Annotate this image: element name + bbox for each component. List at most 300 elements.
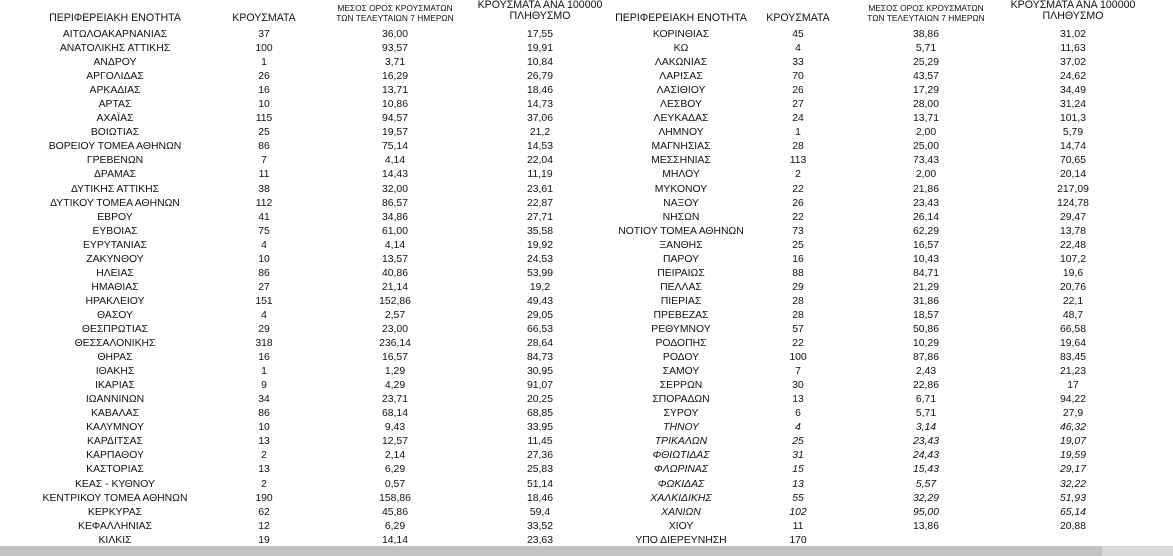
- cell-per100k: 22,87: [526, 197, 553, 209]
- cell-cases: 10: [258, 99, 270, 111]
- cell-region: ΦΛΩΡΙΝΑΣ: [653, 464, 708, 476]
- header-per100k-line1: ΚΡΟΥΣΜΑΤΑ ΑΝΑ 100000: [1010, 0, 1136, 11]
- cell-per100k: 17,55: [526, 29, 553, 40]
- cell-avg: 0,57: [384, 478, 406, 490]
- cell-region: ΠΑΡΟΥ: [662, 253, 700, 265]
- cell-region: ΠΡΕΒΕΖΑΣ: [653, 309, 709, 321]
- cell-per100k: 32,22: [1059, 478, 1086, 490]
- cell-avg: 2,00: [915, 127, 937, 139]
- cell-per100k: 10,84: [526, 57, 553, 69]
- cell-region: ΔΥΤΙΚΟΥ ΤΟΜΕΑ ΑΘΗΝΩΝ: [50, 197, 180, 209]
- cell-avg: 34,86: [381, 211, 408, 223]
- cell-region: ΘΕΣΣΑΛΟΝΙΚΗΣ: [74, 338, 156, 350]
- cell-region: ΛΕΣΒΟΥ: [660, 99, 702, 111]
- cell-cases: 318: [255, 338, 273, 350]
- cell-cases: 37: [258, 29, 270, 40]
- cell-avg: 10,86: [381, 99, 408, 111]
- cell-avg: 40,86: [381, 267, 408, 279]
- cell-region: ΧΑΛΚΙΔΙΚΗΣ: [650, 492, 712, 504]
- cell-per100k: 19,64: [1059, 338, 1086, 350]
- cell-avg: 152,86: [379, 295, 411, 307]
- cell-cases: 113: [789, 155, 807, 167]
- cell-per100k: 68,85: [526, 408, 553, 420]
- cell-per100k: 18,46: [526, 492, 553, 504]
- cell-per100k: 5,79: [1062, 127, 1084, 139]
- cell-cases: 100: [255, 43, 273, 55]
- header-avg-line1: ΜΕΣΟΣ ΟΡΟΣ ΚΡΟΥΣΜΑΤΩΝ: [868, 3, 984, 13]
- cell-cases: 55: [792, 492, 804, 504]
- header-per100k-line2: ΠΛΗΘΥΣΜΟ: [1042, 10, 1104, 22]
- cell-avg: 61,00: [381, 225, 408, 237]
- cell-avg: 68,14: [381, 408, 408, 420]
- cell-cases: 41: [258, 211, 270, 223]
- header-cases: ΚΡΟΥΣΜΑΤΑ: [232, 12, 296, 24]
- cell-region: ΣΑΜΟΥ: [662, 366, 700, 378]
- cell-avg: 3,14: [915, 422, 937, 434]
- cell-region: ΧΙΟΥ: [668, 520, 694, 532]
- horizontal-scrollbar-thumb[interactable]: [0, 546, 1102, 556]
- cell-cases: 28: [792, 141, 804, 153]
- cell-region: ΛΑΡΙΣΑΣ: [659, 71, 703, 83]
- cell-region: ΕΥΡΥΤΑΝΙΑΣ: [83, 239, 147, 251]
- cell-cases: 11: [792, 520, 804, 532]
- cell-avg: 2,14: [384, 450, 406, 462]
- cell-region: ΤΗΝΟΥ: [663, 422, 699, 434]
- cell-cases: 13: [258, 436, 270, 448]
- cell-region: ΚΕΑΣ - ΚΥΘΝΟΥ: [75, 478, 155, 490]
- cell-per100k: 14,73: [526, 99, 553, 111]
- cell-cases: 13: [258, 464, 270, 476]
- cell-cases: 10: [258, 253, 270, 265]
- cell-cases: 57: [792, 323, 804, 335]
- cell-cases: 112: [255, 197, 273, 209]
- cell-cases: 12: [258, 520, 270, 532]
- cell-avg: 9,43: [384, 422, 406, 434]
- cell-region: ΓΡΕΒΕΝΩΝ: [86, 155, 144, 167]
- cell-cases: 1: [261, 57, 267, 69]
- cell-avg: 19,57: [381, 127, 408, 139]
- cell-per100k: 11,63: [1060, 43, 1086, 55]
- cell-avg: 45,86: [381, 506, 408, 518]
- cell-region: ΚΑΣΤΟΡΙΑΣ: [86, 464, 144, 476]
- cell-region: ΘΑΣΟΥ: [97, 309, 133, 321]
- cell-per100k: 19,6: [1062, 267, 1084, 279]
- cell-region: ΗΡΑΚΛΕΙΟΥ: [85, 295, 145, 307]
- cell-cases: 13: [792, 394, 804, 406]
- cell-cases: 2: [261, 478, 267, 490]
- cell-cases: 1: [795, 127, 801, 139]
- cell-per100k: 29,47: [1059, 211, 1086, 223]
- cell-cases: 102: [789, 506, 807, 518]
- cell-region: ΠΙΕΡΙΑΣ: [660, 295, 702, 307]
- cell-avg: 2,43: [915, 366, 937, 378]
- cell-per100k: 31,24: [1059, 99, 1086, 111]
- cell-avg: 25,29: [912, 57, 939, 69]
- cell-cases: 4: [795, 43, 801, 55]
- cell-avg: 2,00: [915, 169, 937, 181]
- cell-per100k: 17: [1067, 380, 1079, 392]
- cell-per100k: 11,45: [527, 436, 553, 448]
- cell-region: ΦΘΙΩΤΙΔΑΣ: [652, 450, 710, 462]
- cell-avg: 26,14: [912, 211, 939, 223]
- cell-avg: 2,57: [384, 309, 406, 321]
- cell-avg: 25,00: [912, 141, 939, 153]
- cell-region: ΚΩ: [673, 43, 689, 55]
- cell-cases: 38: [258, 183, 270, 195]
- cell-region: ΜΑΓΝΗΣΙΑΣ: [651, 141, 711, 153]
- cell-region: ΔΡΑΜΑΣ: [93, 169, 137, 181]
- cell-per100k: 18,46: [526, 85, 553, 97]
- cell-cases: 6: [795, 408, 801, 420]
- cell-avg: 95,00: [912, 506, 939, 518]
- cell-region: ΔΥΤΙΚΗΣ ΑΤΤΙΚΗΣ: [70, 183, 160, 195]
- cell-per100k: 51,14: [526, 478, 553, 490]
- cell-region: ΥΠΟ ΔΙΕΡΕΥΝΗΣΗ: [635, 534, 727, 546]
- cell-region: ΤΡΙΚΑΛΩΝ: [654, 436, 708, 448]
- cell-cases: 28: [792, 295, 804, 307]
- cell-avg: 16,57: [381, 352, 408, 364]
- cell-per100k: 20,14: [1059, 169, 1086, 181]
- cell-cases: 9: [261, 380, 267, 392]
- cell-avg: 6,29: [384, 520, 406, 532]
- cell-avg: 1,29: [384, 366, 406, 378]
- cell-per100k: 66,58: [1059, 323, 1086, 335]
- cell-avg: 3,71: [384, 57, 406, 69]
- cell-avg: 23,00: [381, 323, 408, 335]
- cell-avg: 4,29: [384, 380, 406, 392]
- cell-region: ΡΕΘΥΜΝΟΥ: [651, 323, 711, 335]
- cell-per100k: 34,49: [1059, 85, 1086, 97]
- cell-region: ΝΟΤΙΟΥ ΤΟΜΕΑ ΑΘΗΝΩΝ: [618, 225, 744, 237]
- cell-region: ΑΙΤΩΛΟΑΚΑΡΝΑΝΙΑΣ: [62, 29, 168, 40]
- header-region: ΠΕΡΙΦΕΡΕΙΑΚΗ ΕΝΟΤΗΤΑ: [49, 12, 181, 24]
- header-per100k-line2: ΠΛΗΘΥΣΜΟ: [509, 10, 571, 22]
- cell-cases: 1: [261, 366, 267, 378]
- cell-region: ΘΕΣΠΡΩΤΙΑΣ: [81, 323, 149, 335]
- cell-avg: 94,57: [381, 113, 408, 125]
- cell-region: ΚΕΦΑΛΛΗΝΙΑΣ: [78, 520, 152, 532]
- cell-region: ΒΟΡΕΙΟΥ ΤΟΜΕΑ ΑΘΗΝΩΝ: [48, 141, 182, 153]
- cell-per100k: 24,62: [1059, 71, 1086, 83]
- cell-cases: 27: [792, 99, 804, 111]
- cell-avg: 32,00: [381, 183, 408, 195]
- cell-per100k: 33,95: [526, 422, 553, 434]
- cell-region: ΣΕΡΡΩΝ: [659, 380, 703, 392]
- cell-region: ΑΝΔΡΟΥ: [93, 57, 137, 69]
- cell-avg: 21,29: [912, 281, 939, 293]
- cell-cases: 7: [261, 155, 267, 167]
- cell-region: ΙΘΑΚΗΣ: [95, 366, 135, 378]
- cell-per100k: 83,45: [1059, 352, 1086, 364]
- cell-per100k: 22,1: [1062, 295, 1084, 307]
- cell-cases: 28: [792, 309, 804, 321]
- cell-cases: 88: [792, 267, 804, 279]
- cell-per100k: 23,61: [526, 183, 553, 195]
- cell-avg: 18,57: [912, 309, 939, 321]
- cell-avg: 17,29: [912, 85, 939, 97]
- header-cases: ΚΡΟΥΣΜΑΤΑ: [766, 12, 830, 24]
- cell-per100k: 48,7: [1062, 309, 1084, 321]
- cell-per100k: 30,95: [526, 366, 553, 378]
- cell-region: ΠΕΙΡΑΙΩΣ: [657, 267, 705, 279]
- cell-per100k: 33,52: [526, 520, 553, 532]
- cell-per100k: 22,04: [526, 155, 553, 167]
- cell-region: ΙΩΑΝΝΙΝΩΝ: [85, 394, 145, 406]
- cell-cases: 30: [792, 380, 804, 392]
- cell-region: ΝΑΞΟΥ: [663, 197, 699, 209]
- cell-cases: 26: [792, 85, 804, 97]
- cell-cases: 25: [792, 239, 804, 251]
- cell-per100k: 27,71: [526, 211, 553, 223]
- cell-per100k: 20,88: [1059, 520, 1086, 532]
- cell-per100k: 23,63: [526, 534, 553, 546]
- cell-avg: 10,43: [912, 253, 939, 265]
- cell-avg: 13,71: [381, 85, 408, 97]
- cell-per100k: 11,19: [527, 169, 553, 181]
- cell-cases: 86: [258, 267, 270, 279]
- cell-avg: 31,86: [912, 295, 939, 307]
- cell-region: ΚΑΡΠΑΘΟΥ: [86, 450, 144, 462]
- cell-per100k: 27,9: [1062, 408, 1084, 420]
- cell-region: ΛΗΜΝΟΥ: [658, 127, 704, 139]
- cell-cases: 86: [258, 141, 270, 153]
- cell-cases: 13: [792, 478, 804, 490]
- cell-per100k: 24,53: [526, 253, 553, 265]
- cell-cases: 70: [792, 71, 804, 83]
- cell-cases: 11: [258, 169, 270, 181]
- cell-per100k: 59,4: [529, 506, 551, 518]
- cell-avg: 4,14: [384, 155, 406, 167]
- cell-cases: 25: [792, 436, 804, 448]
- cell-avg: 32,29: [912, 492, 939, 504]
- cell-avg: 21,14: [381, 281, 408, 293]
- cell-avg: 38,86: [912, 29, 939, 40]
- cell-region: ΚΟΡΙΝΘΙΑΣ: [652, 29, 710, 40]
- cell-per100k: 21,23: [1059, 366, 1086, 378]
- cell-region: ΗΛΕΙΑΣ: [96, 267, 134, 279]
- cell-region: ΦΩΚΙΔΑΣ: [657, 478, 705, 490]
- header-region: ΠΕΡΙΦΕΡΕΙΑΚΗ ΕΝΟΤΗΤΑ: [615, 12, 747, 24]
- cell-cases: 115: [255, 113, 273, 125]
- cell-region: ΛΑΚΩΝΙΑΣ: [654, 57, 708, 69]
- cell-avg: 62,29: [912, 225, 939, 237]
- cell-cases: 7: [795, 366, 801, 378]
- cell-per100k: 91,07: [526, 380, 553, 392]
- cell-cases: 24: [792, 113, 804, 125]
- cell-region: ΚΑΛΥΜΝΟΥ: [86, 422, 144, 434]
- cell-cases: 26: [792, 197, 804, 209]
- cell-per100k: 27,36: [526, 450, 553, 462]
- cell-avg: 75,14: [381, 141, 408, 153]
- cell-per100k: 28,64: [526, 338, 553, 350]
- cell-cases: 16: [792, 253, 804, 265]
- header-per100k: [1008, 0, 1138, 22]
- cell-cases: 31: [792, 450, 804, 462]
- cell-per100k: 21,2: [529, 127, 551, 139]
- cell-region: ΑΧΑΪΑΣ: [96, 113, 134, 125]
- cell-per100k: 19,2: [529, 281, 551, 293]
- cell-per100k: 66,53: [526, 323, 553, 335]
- cell-cases: 151: [255, 295, 273, 307]
- cell-avg: 28,00: [912, 99, 939, 111]
- cell-cases: 22: [792, 211, 804, 223]
- cell-region: ΘΗΡΑΣ: [97, 352, 133, 364]
- cell-per100k: 25,83: [526, 464, 553, 476]
- cell-avg: 36,00: [381, 29, 408, 40]
- cell-avg: 10,29: [912, 338, 939, 350]
- cell-region: ΗΜΑΘΙΑΣ: [91, 281, 139, 293]
- cell-avg: 73,43: [912, 155, 939, 167]
- cell-region: ΛΕΥΚΑΔΑΣ: [653, 113, 709, 125]
- cell-per100k: 94,22: [1059, 394, 1086, 406]
- cell-region: ΣΠΟΡΑΔΩΝ: [652, 394, 710, 406]
- cell-region: ΖΑΚΥΝΘΟΥ: [86, 253, 144, 265]
- cell-per100k: 20,25: [526, 394, 553, 406]
- header-avg: [856, 3, 996, 23]
- cell-cases: 2: [261, 450, 267, 462]
- cell-per100k: 53,99: [526, 267, 553, 279]
- cell-cases: 190: [255, 492, 273, 504]
- cell-region: ΡΟΔΟΠΗΣ: [655, 338, 707, 350]
- cell-region: ΕΥΒΟΙΑΣ: [92, 225, 138, 237]
- cell-per100k: 51,93: [1059, 492, 1086, 504]
- cell-region: ΝΗΣΩΝ: [662, 211, 700, 223]
- cell-cases: 27: [258, 281, 270, 293]
- cell-per100k: 19,92: [526, 239, 553, 251]
- cell-region: ΛΑΣΙΘΙΟΥ: [656, 85, 706, 97]
- cell-per100k: 19,91: [526, 43, 553, 55]
- cell-cases: 16: [258, 352, 270, 364]
- header-avg-line2: ΤΩΝ ΤΕΛΕΥΤΑΙΩΝ 7 ΗΜΕΡΩΝ: [336, 13, 454, 23]
- cell-avg: 12,57: [381, 436, 408, 448]
- cell-per100k: 26,79: [526, 71, 553, 83]
- cell-avg: 5,71: [915, 408, 937, 420]
- cell-per100k: 65,14: [1059, 506, 1086, 518]
- cell-region: ΑΡΤΑΣ: [98, 99, 132, 111]
- cell-region: ΕΒΡΟΥ: [97, 211, 133, 223]
- cell-avg: 5,57: [915, 478, 937, 490]
- cell-per100k: 46,32: [1059, 422, 1086, 434]
- cell-per100k: 107,2: [1059, 253, 1086, 265]
- cell-region: ΙΚΑΡΙΑΣ: [95, 380, 135, 392]
- cell-avg: 23,43: [912, 436, 939, 448]
- cell-avg: 14,14: [381, 534, 408, 546]
- cell-region: ΑΝΑΤΟΛΙΚΗΣ ΑΤΤΙΚΗΣ: [59, 43, 171, 55]
- header-avg-line2: ΤΩΝ ΤΕΛΕΥΤΑΙΩΝ 7 ΗΜΕΡΩΝ: [867, 13, 985, 23]
- cell-per100k: 19,59: [1059, 450, 1086, 462]
- cell-cases: 22: [792, 183, 804, 195]
- cell-cases: 10: [258, 422, 270, 434]
- cell-cases: 73: [792, 225, 804, 237]
- cell-avg: 13,57: [381, 253, 408, 265]
- cell-avg: 4,14: [384, 239, 406, 251]
- cell-per100k: 19,07: [1059, 436, 1086, 448]
- cell-cases: 100: [789, 352, 807, 364]
- cell-avg: 6,29: [384, 464, 406, 476]
- cell-cases: 75: [258, 225, 270, 237]
- cell-per100k: 101,3: [1059, 113, 1086, 125]
- cell-per100k: 20,76: [1059, 281, 1086, 293]
- cell-cases: 2: [795, 169, 801, 181]
- cell-avg: 84,71: [912, 267, 939, 279]
- cell-region: ΚΙΛΚΙΣ: [98, 534, 132, 546]
- header-avg-line1: ΜΕΣΟΣ ΟΡΟΣ ΚΡΟΥΣΜΑΤΩΝ: [337, 3, 453, 13]
- cell-cases: 22: [792, 338, 804, 350]
- cell-per100k: 37,06: [526, 113, 553, 125]
- cell-avg: 13,86: [912, 520, 939, 532]
- cell-cases: 16: [258, 85, 270, 97]
- cell-per100k: 14,74: [1059, 141, 1086, 153]
- cell-cases: 62: [258, 506, 270, 518]
- cell-region: ΣΥΡΟΥ: [663, 408, 699, 420]
- cell-per100k: 22,48: [1059, 239, 1086, 251]
- cell-cases: 170: [789, 534, 807, 546]
- cell-cases: 25: [258, 127, 270, 139]
- cell-avg: 6,71: [915, 394, 937, 406]
- cell-per100k: 35,58: [526, 225, 553, 237]
- cell-avg: 14,43: [381, 169, 408, 181]
- cell-region: ΒΟΙΩΤΙΑΣ: [90, 127, 140, 139]
- cell-region: ΚΑΒΑΛΑΣ: [90, 408, 140, 420]
- cell-per100k: 31,02: [1059, 29, 1086, 40]
- cell-avg: 50,86: [912, 323, 939, 335]
- cell-avg: 24,43: [912, 450, 939, 462]
- cell-avg: 158,86: [379, 492, 411, 504]
- header-per100k-line1: ΚΡΟΥΣΜΑΤΑ ΑΝΑ 100000: [477, 0, 603, 11]
- cell-cases: 86: [258, 408, 270, 420]
- cell-per100k: 217,09: [1057, 183, 1089, 195]
- cell-per100k: 14,53: [526, 141, 553, 153]
- cell-region: ΑΡΚΑΔΙΑΣ: [89, 85, 141, 97]
- cell-avg: 23,43: [912, 197, 939, 209]
- cell-cases: 4: [795, 422, 801, 434]
- cell-cases: 4: [261, 239, 267, 251]
- cell-avg: 16,29: [381, 71, 408, 83]
- cell-avg: 13,71: [912, 113, 939, 125]
- cell-cases: 26: [258, 71, 270, 83]
- cell-region: ΑΡΓΟΛΙΔΑΣ: [86, 71, 144, 83]
- cell-cases: 34: [258, 394, 270, 406]
- cell-cases: 29: [258, 323, 270, 335]
- cell-per100k: 29,05: [526, 309, 553, 321]
- cell-region: ΚΕΝΤΡΙΚΟΥ ΤΟΜΕΑ ΑΘΗΝΩΝ: [42, 492, 188, 504]
- cell-per100k: 84,73: [526, 352, 553, 364]
- header-per100k: [470, 0, 610, 22]
- cell-region: ΚΑΡΔΙΤΣΑΣ: [87, 436, 143, 448]
- cell-cases: 29: [792, 281, 804, 293]
- header-avg: [325, 3, 465, 23]
- cell-cases: 15: [792, 464, 804, 476]
- cell-avg: 23,71: [381, 394, 408, 406]
- cell-per100k: 49,43: [526, 295, 553, 307]
- cell-region: ΡΟΔΟΥ: [662, 352, 700, 364]
- cell-cases: 4: [261, 309, 267, 321]
- cell-avg: 236,14: [379, 338, 411, 350]
- cell-region: ΧΑΝΙΩΝ: [661, 506, 701, 518]
- cell-avg: 43,57: [912, 71, 939, 83]
- cell-cases: 45: [792, 29, 804, 40]
- cell-avg: 87,86: [912, 352, 939, 364]
- cell-avg: 22,86: [912, 380, 939, 392]
- cell-avg: 93,57: [381, 43, 408, 55]
- cell-per100k: 29,17: [1059, 464, 1086, 476]
- cell-region: ΜΗΛΟΥ: [662, 169, 700, 181]
- cell-region: ΚΕΡΚΥΡΑΣ: [87, 506, 143, 518]
- cell-avg: 21,86: [912, 183, 939, 195]
- cell-avg: 16,57: [912, 239, 939, 251]
- cell-region: ΞΑΝΘΗΣ: [659, 239, 703, 251]
- cell-per100k: 13,78: [1059, 225, 1086, 237]
